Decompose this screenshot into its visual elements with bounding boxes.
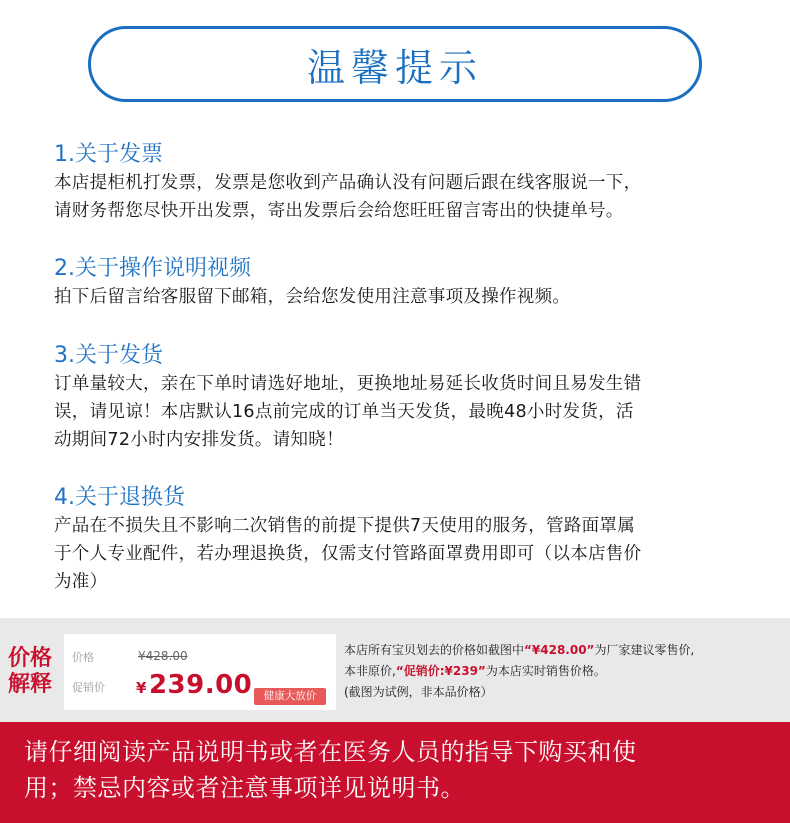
original-price-label: 价格: [72, 651, 94, 664]
warning-line: 请仔细阅读产品说明书或者在医务人员的指导下购买和使: [24, 738, 637, 766]
section-line: 误，请见谅！本店默认16点前完成的订单当天发货，最晚48小时发货，活: [54, 402, 634, 422]
section-line: 于个人专业配件，若办理退换货，仅需支付管路面罩费用即可（以本店售价: [54, 544, 642, 564]
section-line: 本店提柜机打发票，发票是您收到产品确认没有问题后跟在线客服说一下，: [54, 173, 642, 193]
section-line: 为准）: [54, 572, 108, 592]
section-invoice: [54, 141, 754, 225]
warning-line: 用；禁忌内容或者注意事项详见说明书。: [24, 774, 465, 802]
price-notes: [344, 640, 784, 703]
section-line: 产品在不损失且不影响二次销售的前提下提供7天使用的服务，管路面罩属: [54, 516, 636, 536]
price-label-line: 解释: [8, 672, 53, 697]
note-text: 为本店实时销售价格。: [485, 664, 606, 678]
section-shipping: [54, 342, 754, 454]
section-video: [54, 255, 754, 311]
section-heading: 3.关于发货: [54, 343, 163, 368]
price-example-card: [64, 634, 336, 710]
note-highlight: “¥428.00”: [524, 643, 595, 657]
sale-price-value: 239.00: [148, 670, 253, 700]
price-note-line: [344, 640, 784, 661]
note-text: 本店所有宝贝划去的价格如截图中: [344, 643, 525, 657]
note-text: 本非原价,: [344, 664, 396, 678]
section-line: 订单量较大，亲在下单时请选好地址，更换地址易延长收货时间且易发生错: [54, 374, 642, 394]
note-highlight: “促销价:¥239”: [395, 664, 486, 678]
promo-badge: 健康大放价: [254, 688, 326, 705]
section-heading: 2.关于操作说明视频: [54, 256, 251, 281]
sale-price: [136, 670, 252, 700]
note-text: 为厂家建议零售价,: [594, 643, 695, 657]
price-label-line: 价格: [8, 646, 53, 671]
price-explanation-label: [8, 646, 60, 698]
page-title: 温馨提示: [306, 45, 483, 90]
warning-banner: [0, 722, 790, 823]
currency-symbol: ¥: [136, 679, 147, 697]
price-note-line: [344, 661, 784, 682]
title-banner: [88, 26, 702, 102]
section-heading: 4.关于退换货: [54, 485, 185, 510]
section-line: 请财务帮您尽快开出发票，寄出发票后会给您旺旺留言寄出的快捷单号。: [54, 201, 624, 221]
price-note-line: (截图为试例，非本品价格）: [344, 685, 493, 699]
section-line: 动期间72小时内安排发货。请知晓！: [54, 430, 344, 450]
warning-text: [24, 734, 774, 806]
price-explanation-band: [0, 618, 790, 722]
section-line: 拍下后留言给客服留下邮箱，会给您发使用注意事项及操作视频。: [54, 287, 571, 307]
original-price: ¥428.00: [138, 649, 188, 663]
section-heading: 1.关于发票: [54, 142, 163, 167]
section-returns: [54, 484, 754, 596]
sale-price-label: 促销价: [72, 681, 105, 694]
